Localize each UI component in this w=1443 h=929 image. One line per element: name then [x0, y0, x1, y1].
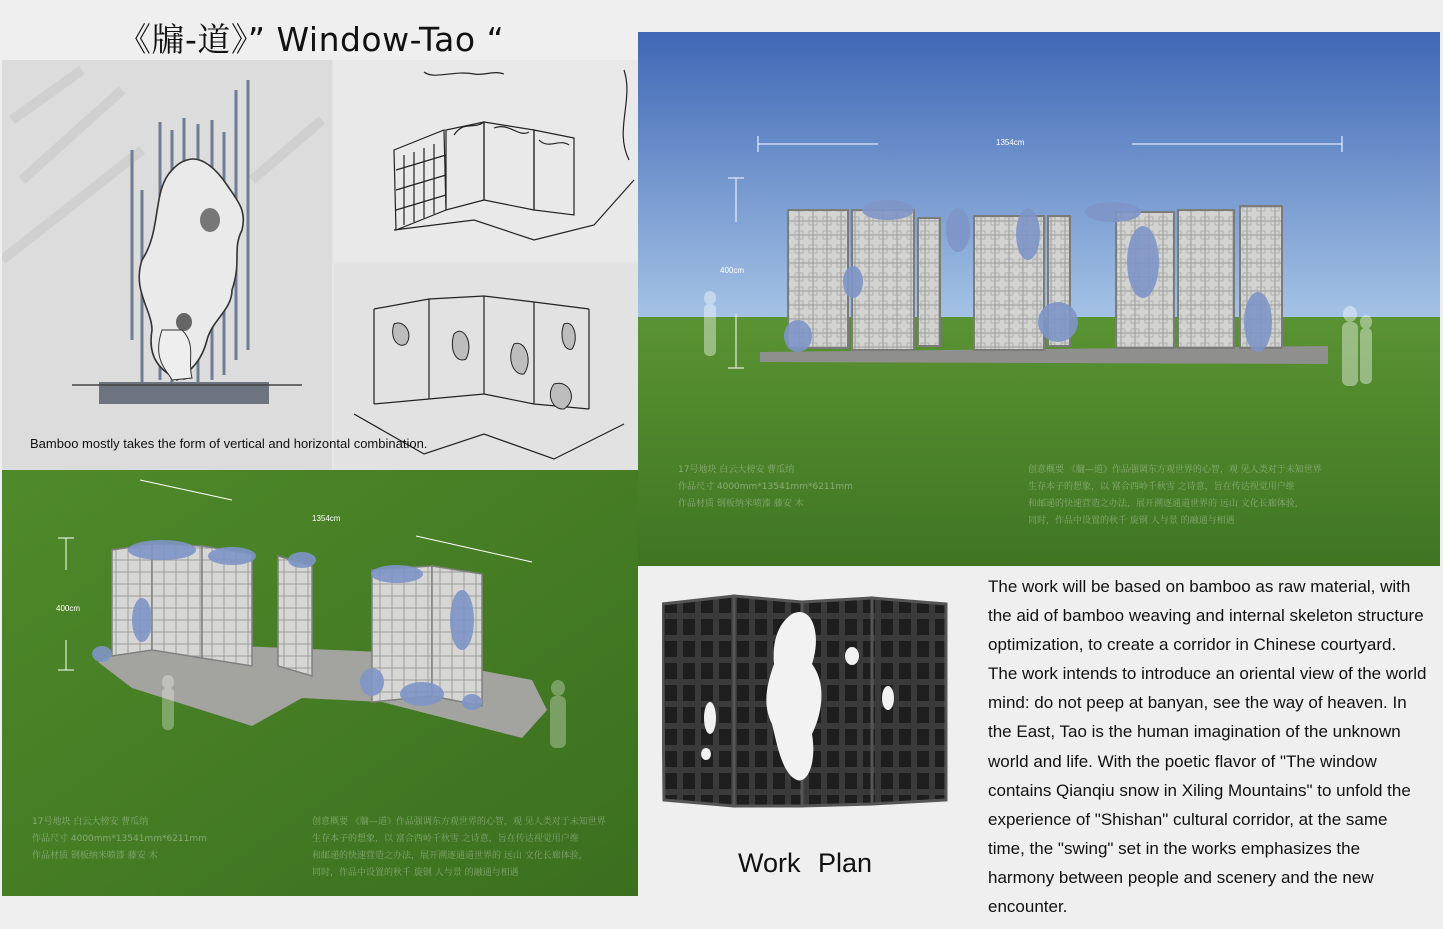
- front-note-line: 同时，作品中设置的秋千 旋钢 人与景 的融通与相遇: [1028, 516, 1235, 527]
- front-note-line: 作品尺寸 4000mm*13541mm*6211mm: [678, 482, 853, 493]
- work-plan-image: [662, 594, 948, 808]
- front-note-line: 17号地块 白云大榜安 曹瓜纳: [678, 465, 795, 475]
- front-elevation-render: [638, 32, 1440, 566]
- sketch-caption: Bamboo mostly takes the form of vertical and horizontal combination.: [30, 436, 428, 451]
- persp-notes-left: [32, 814, 207, 865]
- front-notes-right: [1028, 462, 1322, 530]
- front-note-line: 作品材质 钢板纳米喷漆 藤安 木: [678, 499, 804, 510]
- sketch-panel: [2, 60, 638, 470]
- persp-note-line: 生存本子的想象，以 富合西岭千秋雪 之诗意，旨在传达视觉用户维: [312, 834, 579, 845]
- persp-note-line: 和邮递的快速营造之办法，展开溯逐通道世界的 远山 文化长廊体验，: [312, 851, 588, 862]
- sketch-perspective-top: [334, 60, 638, 262]
- front-width-label: 1354cm: [996, 138, 1025, 147]
- persp-note-line: 作品材质 钢板纳米喷漆 藤安 木: [32, 851, 158, 862]
- front-notes-left: [678, 462, 853, 513]
- front-height-label: 400cm: [720, 266, 745, 275]
- persp-note-line: 17号地块 白云大榜安 曹瓜纳: [32, 817, 149, 827]
- persp-note-line: 作品尺寸 4000mm*13541mm*6211mm: [32, 834, 207, 845]
- perspective-render: [2, 470, 638, 896]
- page-title: 《牖-道》” Window-Tao “: [118, 20, 505, 59]
- front-note-line: 和邮递的快速营造之办法，展开溯逐通道世界的 远山 文化长廊体验，: [1028, 499, 1304, 510]
- project-description: The work will be based on bamboo as raw material, with the aid of bamboo weaving and internal skeleton structure optimization, to create a corridor in Chinese courtyard. The work intends to introduce an oriental view of the world mind: do not peep at banyan, see the way of heaven. In the East, Tao is the human imagination of the unknown world and life. With the poetic flavor of "The window contains Qianqiu snow in Xiling Mountains" to unfold the experience of "Shishan" cultural corridor, at the same time, the "swing" set in the works emphasizes the harmony between people and scenery and the new encounter.: [988, 577, 1427, 917]
- front-note-line: 创意概要 《牖—道》作品强调东方观世界的心智，观 见人类对于未知世界: [1028, 465, 1322, 475]
- front-note-line: 生存本子的想象，以 富合西岭千秋雪 之诗意，旨在传达视觉用户维: [1028, 482, 1295, 493]
- perspective-sketch-drawing: [334, 60, 638, 262]
- sketch-elevation: [2, 60, 332, 470]
- work-plan-label: Work Plan: [738, 848, 873, 878]
- persp-note-line: 同时，作品中设置的秋千 旋钢 人与景 的融通与相遇: [312, 868, 519, 879]
- elevation-sketch-drawing: [2, 60, 332, 470]
- work-plan-photo: [662, 594, 948, 808]
- persp-width-label: 1354cm: [312, 514, 341, 523]
- persp-height-label: 400cm: [56, 604, 81, 613]
- persp-note-line: 创意概要 《牖—道》作品强调东方观世界的心智，观 见人类对于未知世界: [312, 817, 606, 827]
- persp-notes-right: [312, 814, 606, 882]
